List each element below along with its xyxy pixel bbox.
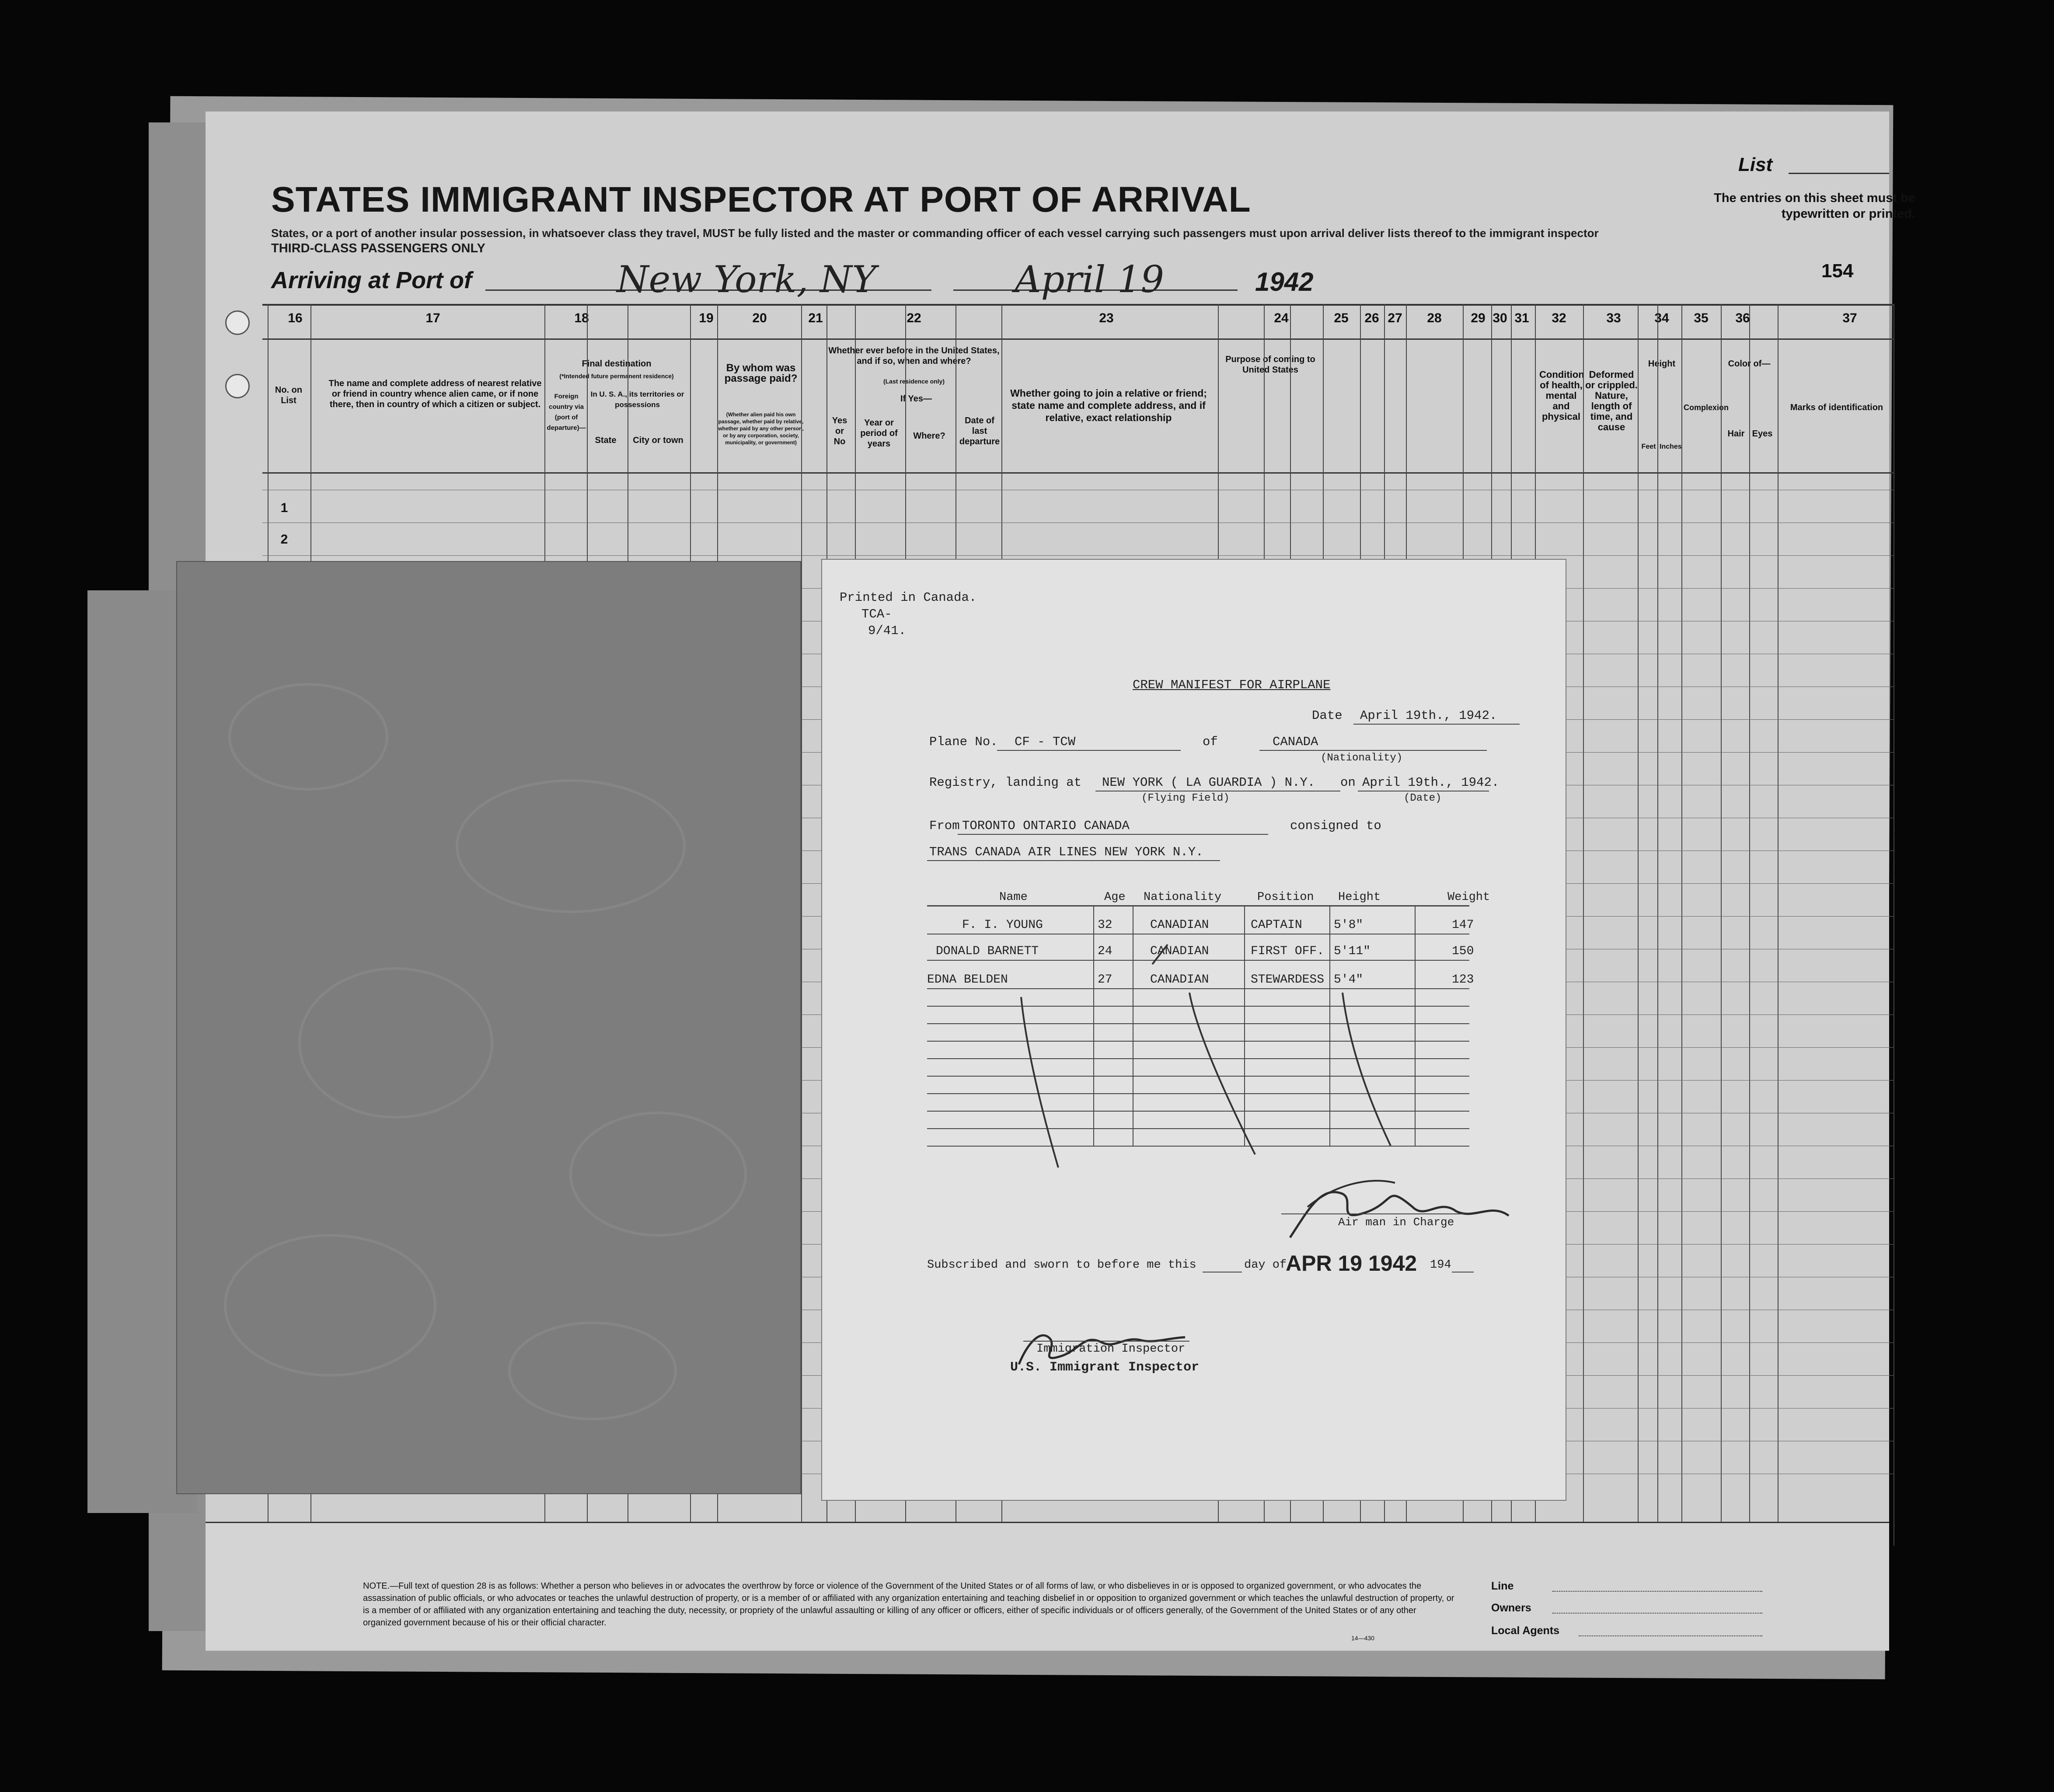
col-num: 24 (1274, 311, 1289, 325)
crew-row-line (927, 1128, 1469, 1129)
col-num: 31 (1514, 311, 1529, 325)
crew-position: FIRST OFF. (1251, 945, 1325, 958)
plane-line (997, 750, 1181, 751)
header-marks: Marks of identification (1790, 403, 1883, 412)
header-nearest-relative: The name and complete address of nearest relative or friend in country whence alien came, or if none there, then in country of which a citizen or subject. (328, 379, 542, 409)
crew-col-line (1244, 905, 1245, 1147)
line-label: Line (1491, 1580, 1514, 1592)
header-eyes: Eyes (1752, 429, 1773, 439)
crew-row-line (927, 1076, 1469, 1077)
crew-height: 5'4" (1334, 973, 1364, 987)
local-agents-field (1579, 1635, 1762, 1636)
row-number: 1 (280, 501, 288, 515)
crew-row-line (927, 1006, 1469, 1007)
col-num: 16 (288, 311, 303, 325)
col-num: 36 (1735, 311, 1750, 325)
grid-line (1778, 304, 1779, 1546)
header-passage-note: (Whether alien paid his own passage, whether paid by relative, whether paid by any other person, or by any corporation, society, municipality, or government) (718, 411, 804, 446)
grid-line (1681, 304, 1682, 1546)
printed-in: Printed in Canada. (840, 590, 977, 605)
header-hair: Hair (1727, 429, 1745, 439)
crew-age: 24 (1098, 945, 1112, 958)
crew-name: EDNA BELDEN (927, 973, 1008, 987)
col-num: 28 (1427, 311, 1442, 325)
grid-line (1749, 304, 1750, 1546)
inspector-stamp: U.S. Immigrant Inspector (1010, 1360, 1200, 1375)
year-suffix: 194 (1430, 1259, 1451, 1272)
form-instructions: States, or a port of another insular possession, in whatsoever class they travel, MUST be fully listed and the master or commanding officer of each vessel carrying such passengers must upon arrival deliver lists thereof to the immigrant inspector (271, 227, 1599, 240)
punch-hole (225, 310, 250, 335)
col-num: 33 (1606, 311, 1621, 325)
ditto-marks (822, 560, 1566, 1216)
date-caption: (Date) (1404, 792, 1442, 804)
header-passage-paid: By whom was passage paid? (724, 362, 798, 384)
of-label: of (1203, 735, 1218, 749)
col-num: 23 (1099, 311, 1114, 325)
airman-caption: Air man in Charge (1338, 1216, 1454, 1229)
header-color-of: Color of— (1728, 359, 1771, 369)
airman-line (1281, 1213, 1465, 1214)
header-state: State (595, 436, 617, 445)
country-value: CANADA (1273, 735, 1318, 749)
marbled-texture (177, 562, 800, 1493)
grid-line (801, 304, 802, 1546)
list-label: List (1738, 154, 1773, 175)
year-line (1452, 1272, 1474, 1273)
owners-label: Owners (1491, 1602, 1531, 1614)
header-where: Where? (913, 431, 945, 441)
crew-row-line (927, 1111, 1469, 1112)
crew-manifest (822, 560, 1566, 1500)
consignee-value: TRANS CANADA AIR LINES NEW YORK N.Y. (929, 845, 1203, 859)
header-in-usa: In U. S. A., its territories or possessions (590, 390, 684, 409)
crew-position: STEWARDESS (1251, 973, 1325, 987)
col-num: 21 (808, 311, 823, 325)
crew-height: 5'11" (1334, 945, 1371, 958)
col-num: 18 (574, 311, 589, 325)
grid-line (1638, 304, 1639, 1546)
col-num: 25 (1334, 311, 1349, 325)
landing-date: April 19th., 1942. (1362, 775, 1500, 790)
crew-col-line (1415, 905, 1416, 1147)
crew-row-line (927, 960, 1469, 961)
crew-age: 32 (1098, 918, 1112, 932)
header-if-yes: If Yes— (900, 394, 932, 404)
col-num: 29 (1471, 311, 1486, 325)
consigned-label: consigned to (1290, 819, 1381, 833)
crew-name: DONALD BARNETT (936, 945, 1039, 958)
airman-signature (1281, 1159, 1544, 1255)
sworn-day-line (1203, 1272, 1242, 1273)
form-footer (206, 1522, 1889, 1650)
inspector-caption: Immigration Inspector (1036, 1342, 1186, 1356)
col-num: 19 (699, 311, 714, 325)
manifest-form-date: 9/41. (868, 624, 907, 638)
header-intended-residence: (*Intended future permanent residence) (559, 373, 674, 380)
col-num: 27 (1388, 311, 1402, 325)
country-line (1259, 750, 1487, 751)
col-num: 20 (752, 311, 767, 325)
crew-height: 5'8" (1334, 918, 1364, 932)
date-label: Date (1312, 708, 1343, 723)
consignee-line (927, 860, 1220, 861)
manifest-form-code: TCA- (861, 607, 892, 621)
from-value: TORONTO ONTARIO CANADA (962, 819, 1130, 833)
row-number: 2 (280, 532, 288, 547)
from-line (958, 834, 1268, 835)
grid-line (1657, 304, 1658, 1546)
day-of-label: day of (1244, 1259, 1287, 1272)
header-year-period: Year or period of years (860, 418, 898, 449)
plane-label: Plane No. (929, 735, 998, 749)
crew-row-line (927, 1023, 1469, 1024)
crew-col-line (1329, 905, 1330, 1147)
crew-header-line (927, 905, 1469, 906)
arrival-year-value: 1942 (1255, 267, 1314, 296)
header-purpose: Purpose of coming to United States (1225, 355, 1315, 375)
crew-header-name: Name (999, 891, 1028, 904)
footnote: NOTE.—Full text of question 28 is as follows: Whether a person who believes in or advocates the overthrow by force or violence of the Government of the United States or of all forms of law, or who disbelieves in or is opposed to organized government, or who advocates the assassination of public officials, or who advocates or teaches the unlawful destruction of property, or is a member of or affiliated with any organization entertaining and teaching disbelief in or opposition to organized government or which teaches the unlawful destruction of property, or is a member of or affiliated with any organization entertaining and teaching the duty, necessity, or propriety of the unlawful assaulting or killing of any officer or officers, either of specific individuals or of officers generally, of the Government of the United States or of any other organized government because of his or their official character. (363, 1581, 1454, 1628)
crew-weight: 147 (1452, 918, 1474, 932)
crew-header-nationality: Nationality (1144, 891, 1222, 904)
header-height: Height (1648, 359, 1676, 369)
local-agents-label: Local Agents (1491, 1625, 1560, 1637)
column-number-row (262, 304, 1894, 340)
header-no-on-list: No. on List (275, 385, 303, 405)
col-num: 37 (1842, 311, 1857, 325)
header-inches: Inches (1660, 443, 1682, 450)
arrival-date-value: April 19 (1015, 258, 1164, 301)
header-before-in-us: Whether ever before in the United States, and if so, when and where? (828, 346, 1000, 366)
list-line (1789, 173, 1889, 174)
sworn-text: Subscribed and sworn to before me this (927, 1259, 1196, 1272)
manifest-title: CREW MANIFEST FOR AIRPLANE (1133, 678, 1331, 692)
port-value: New York, NY (617, 258, 876, 301)
form-title: STATES IMMIGRANT INSPECTOR AT PORT OF ARRIVAL (271, 180, 1251, 220)
header-health: Condition of health, mental and physical (1539, 369, 1584, 422)
form-class-note: THIRD-CLASS PASSENGERS ONLY (271, 241, 485, 255)
from-label: From (929, 819, 960, 833)
column-header-row (262, 337, 1894, 474)
header-final-destination: Final destination (582, 359, 652, 369)
crew-header-age: Age (1104, 891, 1126, 904)
date-value: April 19th., 1942. (1360, 708, 1497, 723)
col-num: 22 (907, 311, 921, 325)
col-num: 34 (1654, 311, 1669, 325)
crew-header-position: Position (1257, 891, 1314, 904)
header-last-residence: (Last residence only) (883, 378, 945, 385)
crew-header-height: Height (1338, 891, 1381, 904)
header-yes-no: Yes or No (832, 416, 847, 446)
crew-row-line (927, 1058, 1469, 1059)
col-num: 35 (1694, 311, 1709, 325)
row-line (262, 555, 1894, 556)
form-code: 14—430 (1351, 1635, 1374, 1642)
arriving-label: Arriving at Port of (271, 267, 472, 293)
col-num: 30 (1493, 311, 1507, 325)
crew-nationality: CANADIAN (1150, 918, 1209, 932)
grid-line (1721, 304, 1722, 1546)
crew-position: CAPTAIN (1251, 918, 1302, 932)
date-line (1353, 724, 1520, 725)
plane-value: CF - TCW (1015, 735, 1076, 749)
header-feet: Feet (1641, 443, 1656, 450)
registry-label: Registry, landing at (929, 775, 1082, 790)
on-label: on (1340, 775, 1356, 790)
header-foreign-country: Foreign country via (port of departure)— (547, 393, 586, 432)
crew-header-weight: Weight (1447, 891, 1490, 904)
inspector-line (1023, 1341, 1189, 1342)
crew-row-line (927, 988, 1469, 989)
header-city: City or town (633, 436, 684, 445)
crew-age: 27 (1098, 973, 1112, 987)
page-number: 154 (1821, 260, 1854, 282)
line-field (1552, 1591, 1762, 1592)
entries-note: The entries on this sheet must be typewritten or printed. (1714, 191, 1915, 221)
landing-value: NEW YORK ( LA GUARDIA ) N.Y. (1102, 775, 1315, 790)
crew-row-line (927, 1146, 1469, 1147)
grid-line (1583, 304, 1584, 1546)
crew-row-line (927, 1093, 1469, 1094)
crew-name: F. I. YOUNG (962, 918, 1043, 932)
crew-col-line (1093, 905, 1094, 1147)
col-num: 32 (1552, 311, 1566, 325)
owners-field (1552, 1613, 1762, 1614)
crew-weight: 150 (1452, 945, 1474, 958)
punch-hole (225, 374, 250, 398)
col-num: 17 (425, 311, 440, 325)
header-deformed: Deformed or crippled. Nature, length of time, and cause (1585, 369, 1638, 432)
date-stamp: APR 19 1942 (1286, 1251, 1417, 1276)
crew-row-line (927, 1041, 1469, 1042)
crew-nationality: CANADIAN (1150, 945, 1209, 958)
crew-weight: 123 (1452, 973, 1474, 987)
flying-field-caption: (Flying Field) (1141, 792, 1230, 804)
gray-card (177, 562, 800, 1493)
crew-nationality: CANADIAN (1150, 973, 1209, 987)
nationality-caption: (Nationality) (1321, 752, 1403, 764)
col-num: 26 (1364, 311, 1379, 325)
header-complexion: Complexion (1684, 403, 1729, 412)
header-joining-relative: Whether going to join a relative or friend; state name and complete address, and if relative, exact relationship (1010, 387, 1207, 423)
header-last-departure: Date of last departure (959, 416, 1000, 446)
